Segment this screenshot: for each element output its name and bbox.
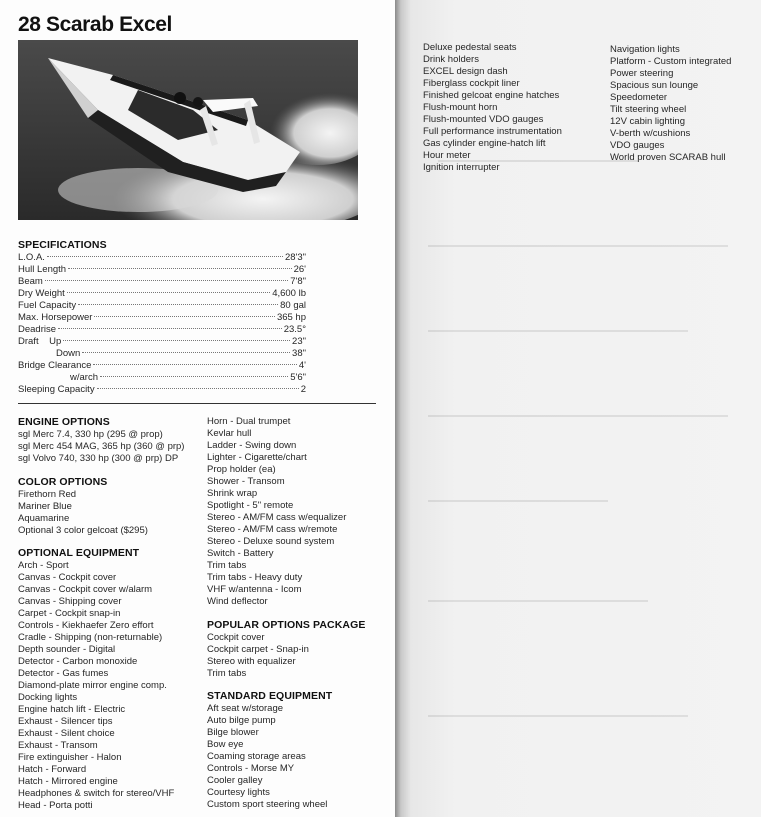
- standard-equipment-list-left: [207, 703, 327, 811]
- list-item: Navigation lights: [610, 44, 680, 55]
- list-item: Stereo - AM/FM cass w/equalizer: [207, 512, 347, 523]
- list-item: Stereo - Deluxe sound system: [207, 536, 335, 547]
- list-item: Headphones & switch for stereo/VHF: [18, 788, 175, 799]
- section-divider: [18, 403, 376, 404]
- list-item: VHF w/antenna - Icom: [207, 584, 302, 595]
- page-title: 28 Scarab Excel: [18, 13, 172, 36]
- list-item: Canvas - Shipping cover: [18, 596, 122, 607]
- boat-photo: [18, 40, 358, 220]
- popular-options-list: [207, 632, 309, 680]
- list-item: Fiberglass cockpit liner: [423, 78, 520, 89]
- list-item: Depth sounder - Digital: [18, 644, 116, 655]
- list-item: Tilt steering wheel: [610, 104, 687, 115]
- popular-options-heading: POPULAR OPTIONS PACKAGE: [207, 619, 366, 631]
- spec-row: Draft Up 23": [18, 336, 306, 347]
- list-item: V-berth w/cushions: [610, 128, 691, 139]
- list-item: Coaming storage areas: [207, 751, 306, 762]
- list-item: Cooler galley: [207, 775, 263, 786]
- list-item: Detector - Gas fumes: [18, 668, 109, 679]
- list-item: Lighter - Cigarette/chart: [207, 452, 307, 463]
- list-item: sgl Volvo 740, 330 hp (300 @ prp) DP: [18, 453, 179, 464]
- list-item: Power steering: [610, 68, 674, 79]
- list-item: Canvas - Cockpit cover: [18, 572, 117, 583]
- list-item: Docking lights: [18, 692, 78, 703]
- list-item: Shrink wrap: [207, 488, 258, 499]
- list-item: Controls - Morse MY: [207, 763, 295, 774]
- optional-equipment-list-col1: [18, 560, 174, 812]
- list-item: Hatch - Forward: [18, 764, 87, 775]
- list-item: VDO gauges: [610, 140, 665, 151]
- list-item: Canvas - Cockpit cover w/alarm: [18, 584, 153, 595]
- list-item: Spotlight - 5" remote: [207, 500, 294, 511]
- list-item: Finished gelcoat engine hatches: [423, 90, 560, 101]
- spec-row: Down 38": [56, 348, 306, 359]
- specifications-heading: SPECIFICATIONS: [18, 239, 107, 251]
- list-item: Engine hatch lift - Electric: [18, 704, 126, 715]
- list-item: Hour meter: [423, 150, 471, 161]
- list-item: Switch - Battery: [207, 548, 274, 559]
- spec-row: Beam 7'8": [18, 276, 306, 287]
- list-item: sgl Merc 454 MAG, 365 hp (360 @ prp): [18, 441, 185, 452]
- spec-row: L.O.A. 28'3": [18, 252, 306, 263]
- list-item: Fire extinguisher - Halon: [18, 752, 122, 763]
- list-item: Shower - Transom: [207, 476, 285, 487]
- list-item: 12V cabin lighting: [610, 116, 685, 127]
- list-item: Ladder - Swing down: [207, 440, 297, 451]
- list-item: Stereo - AM/FM cass w/remote: [207, 524, 338, 535]
- spec-row: Max. Horsepower 365 hp: [18, 312, 306, 323]
- list-item: Drink holders: [423, 54, 479, 65]
- engine-options-list: [18, 429, 184, 465]
- spec-row: w/arch 5'6": [70, 372, 306, 383]
- list-item: Flush-mount horn: [423, 102, 498, 113]
- list-item: Flush-mounted VDO gauges: [423, 114, 544, 125]
- list-item: Full performance instrumentation: [423, 126, 562, 137]
- list-item: Cradle - Shipping (non-returnable): [18, 632, 163, 643]
- list-item: World proven SCARAB hull: [610, 152, 726, 163]
- list-item: Exhaust - Silent choice: [18, 728, 115, 739]
- list-item: Exhaust - Transom: [18, 740, 98, 751]
- spec-row: Hull Length 26': [18, 264, 306, 275]
- list-item: Spacious sun lounge: [610, 80, 699, 91]
- list-item: Optional 3 color gelcoat ($295): [18, 525, 148, 536]
- list-item: Bow eye: [207, 739, 244, 750]
- spec-row: Dry Weight 4,600 lb: [18, 288, 306, 299]
- standard-equipment-heading: STANDARD EQUIPMENT: [207, 690, 333, 702]
- list-item: Stereo with equalizer: [207, 656, 296, 667]
- list-item: Firethorn Red: [18, 489, 77, 500]
- list-item: Arch - Sport: [18, 560, 69, 571]
- list-item: Detector - Carbon monoxide: [18, 656, 138, 667]
- specifications-table: [18, 252, 306, 396]
- list-item: Aft seat w/storage: [207, 703, 284, 714]
- spec-row: Bridge Clearance 4': [18, 360, 306, 371]
- list-item: Gas cylinder engine-hatch lift: [423, 138, 546, 149]
- list-item: Cockpit cover: [207, 632, 265, 643]
- list-item: Trim tabs: [207, 560, 247, 571]
- list-item: Bilge blower: [207, 727, 259, 738]
- list-item: Head - Porta potti: [18, 800, 93, 811]
- spec-row: Sleeping Capacity 2: [18, 384, 306, 395]
- standard-equipment-list-right-col1: [423, 42, 562, 174]
- list-item: Platform - Custom integrated: [610, 56, 732, 67]
- color-options-heading: COLOR OPTIONS: [18, 476, 108, 488]
- list-item: Custom sport steering wheel: [207, 799, 328, 810]
- list-item: Kevlar hull: [207, 428, 252, 439]
- optional-equipment-heading: OPTIONAL EQUIPMENT: [18, 547, 140, 559]
- spec-row: Fuel Capacity 80 gal: [18, 300, 306, 311]
- list-item: Controls - Kiekhaefer Zero effort: [18, 620, 154, 631]
- list-item: Mariner Blue: [18, 501, 72, 512]
- list-item: Deluxe pedestal seats: [423, 42, 517, 53]
- list-item: Trim tabs - Heavy duty: [207, 572, 303, 583]
- list-item: Wind deflector: [207, 596, 268, 607]
- list-item: Trim tabs: [207, 668, 247, 679]
- standard-equipment-list-right-col2: [610, 44, 731, 164]
- list-item: sgl Merc 7.4, 330 hp (295 @ prop): [18, 429, 163, 440]
- list-item: Cockpit carpet - Snap-in: [207, 644, 309, 655]
- list-item: Courtesy lights: [207, 787, 270, 798]
- engine-options-heading: ENGINE OPTIONS: [18, 416, 110, 428]
- color-options-list: [18, 489, 148, 537]
- list-item: Hatch - Mirrored engine: [18, 776, 118, 787]
- list-item: Exhaust - Silencer tips: [18, 716, 113, 727]
- list-item: Diamond-plate mirror engine comp.: [18, 680, 167, 691]
- list-item: Speedometer: [610, 92, 668, 103]
- list-item: Horn - Dual trumpet: [207, 416, 291, 427]
- list-item: Aquamarine: [18, 513, 70, 524]
- list-item: Carpet - Cockpit snap-in: [18, 608, 121, 619]
- list-item: Auto bilge pump: [207, 715, 276, 726]
- list-item: Ignition interrupter: [423, 162, 500, 173]
- spec-row: Deadrise 23.5°: [18, 324, 306, 335]
- list-item: EXCEL design dash: [423, 66, 508, 77]
- optional-equipment-list-col2: [207, 416, 346, 608]
- list-item: Prop holder (ea): [207, 464, 276, 475]
